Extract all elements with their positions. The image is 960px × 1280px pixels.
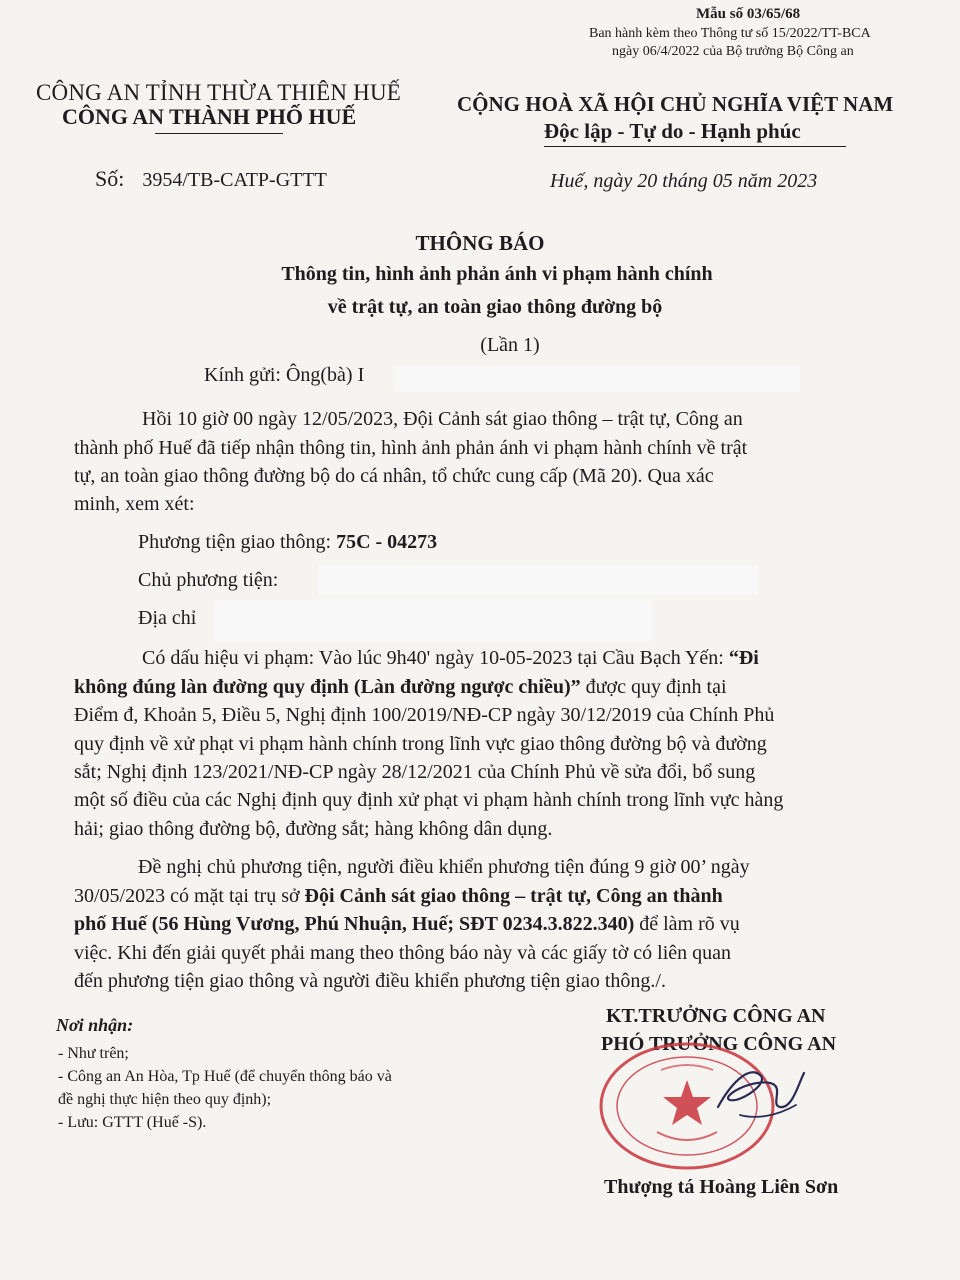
violation-line2 [74, 676, 727, 699]
addressee-label: Kính gửi: Ông(bà) I [204, 364, 365, 386]
para1-line2: thành phố Huế đã tiếp nhận thông tin, hình ảnh phản ánh vi phạm hành chính về trật [74, 437, 748, 459]
document-number-label: Số: [95, 166, 125, 191]
violation-line7: hải; giao thông đường bộ, đường sắt; hàng không dân dụng. [74, 818, 553, 840]
signature-title-1: KT.TRƯỞNG CÔNG AN [606, 1005, 826, 1027]
document-title: THÔNG BÁO [415, 231, 545, 255]
para1-line4: minh, xem xét: [74, 493, 195, 515]
recipient-item-3: đề nghị thực hiện theo quy định); [58, 1091, 272, 1108]
violation-line2-text: được quy định tại [580, 676, 727, 698]
request-line5: đến phương tiện giao thông và người điều khiển phương tiện giao thông./. [74, 970, 666, 992]
document-number [95, 166, 327, 192]
request-line4: việc. Khi đến giải quyết phải mang theo thông báo này và các giấy tờ có liên quan [74, 942, 732, 964]
document-subtitle-2: về trật tự, an toàn giao thông đường bộ [327, 296, 663, 318]
form-issued-date: ngày 06/4/2022 của Bộ trưởng Bộ Công an [612, 44, 854, 59]
owner-label: Chủ phương tiện: [138, 569, 279, 591]
request-office: Đội Cảnh sát giao thông – trật tự, Công an thành [304, 885, 723, 907]
signature-title-2: PHÓ TRƯỞNG CÔNG AN [601, 1033, 837, 1055]
handwritten-signature-icon [700, 1045, 810, 1135]
request-line2 [74, 885, 723, 908]
para1-line1: Hồi 10 giờ 00 ngày 12/05/2023, Đội Cảnh sát giao thông – trật tự, Công an [142, 408, 743, 430]
request-line1: Đề nghị chủ phương tiện, người điều khiển phương tiện đúng 9 giờ 00’ ngày [138, 856, 750, 878]
agency-name: CÔNG AN THÀNH PHỐ HUẾ [62, 104, 357, 129]
redacted-name [395, 366, 800, 392]
nation-heading: CỘNG HOÀ XÃ HỘI CHỦ NGHĨA VIỆT NAM [457, 92, 894, 116]
address-label: Địa chỉ [138, 607, 197, 629]
agency-parent: CÔNG AN TỈNH THỪA THIÊN HUẾ [36, 80, 402, 105]
form-number: Mẫu số 03/65/68 [696, 6, 801, 22]
redacted-owner [318, 565, 758, 595]
request-office-address: phố Huế (56 Hùng Vương, Phú Nhuận, Huế; SĐT 0234.3.822.340) [74, 913, 635, 935]
recipients-heading: Nơi nhận: [56, 1015, 134, 1035]
recipient-item-4: - Lưu: GTTT (Huế -S). [58, 1114, 207, 1131]
form-issued-with: Ban hành kèm theo Thông tư số 15/2022/TT-BCA [589, 26, 871, 41]
request-line2-text: 30/05/2023 có mặt tại trụ sở [74, 885, 305, 907]
violation-line6: một số điều của các Nghị định quy định xử phạt vi phạm hành chính trong lĩnh vực hàng [74, 789, 784, 811]
violation-line3: Điểm đ, Khoản 5, Điều 5, Nghị định 100/2019/NĐ-CP ngày 30/12/2019 của Chính Phủ [74, 704, 775, 726]
document-subtitle-1: Thông tin, hình ảnh phản ánh vi phạm hành chính [281, 263, 713, 285]
vehicle-label: Phương tiện giao thông: [138, 531, 337, 553]
violation-quote-start: “Đi [728, 647, 759, 669]
agency-underline [155, 133, 283, 134]
license-plate: 75C - 04273 [336, 531, 438, 553]
document-number-value: 3954/TB-CATP-GTTT [142, 169, 327, 191]
recipient-item-1: - Như trên; [58, 1045, 129, 1062]
para1-line3: tự, an toàn giao thông đường bộ do cá nhân, tổ chức cung cấp (Mã 20). Qua xác [74, 465, 714, 487]
redacted-address [214, 600, 652, 642]
violation-line4: quy định về xử phạt vi phạm hành chính trong lĩnh vực giao thông đường bộ và đường [74, 733, 767, 755]
vehicle-line [138, 531, 437, 554]
violation-description: không đúng làn đường quy định (Làn đường ngược chiều)” [74, 676, 581, 698]
recipient-item-2: - Công an An Hòa, Tp Huế (để chuyển thông báo và [58, 1068, 392, 1085]
notice-round: (Lần 1) [480, 334, 540, 356]
request-line3 [74, 913, 740, 936]
signer-name: Thượng tá Hoàng Liên Sơn [604, 1176, 839, 1198]
document-date: Huế, ngày 20 tháng 05 năm 2023 [550, 170, 818, 192]
violation-line1 [142, 647, 759, 670]
motto-underline [544, 146, 846, 147]
request-line3-text: để làm rõ vụ [634, 913, 740, 935]
violation-line1-text: Có dấu hiệu vi phạm: Vào lúc 9h40' ngày 10-05-2023 tại Cầu Bạch Yến: [142, 647, 729, 669]
national-motto: Độc lập - Tự do - Hạnh phúc [544, 119, 801, 143]
violation-line5: sắt; Nghị định 123/2021/NĐ-CP ngày 28/12/2021 của Chính Phủ về sửa đổi, bổ sung [74, 761, 756, 783]
